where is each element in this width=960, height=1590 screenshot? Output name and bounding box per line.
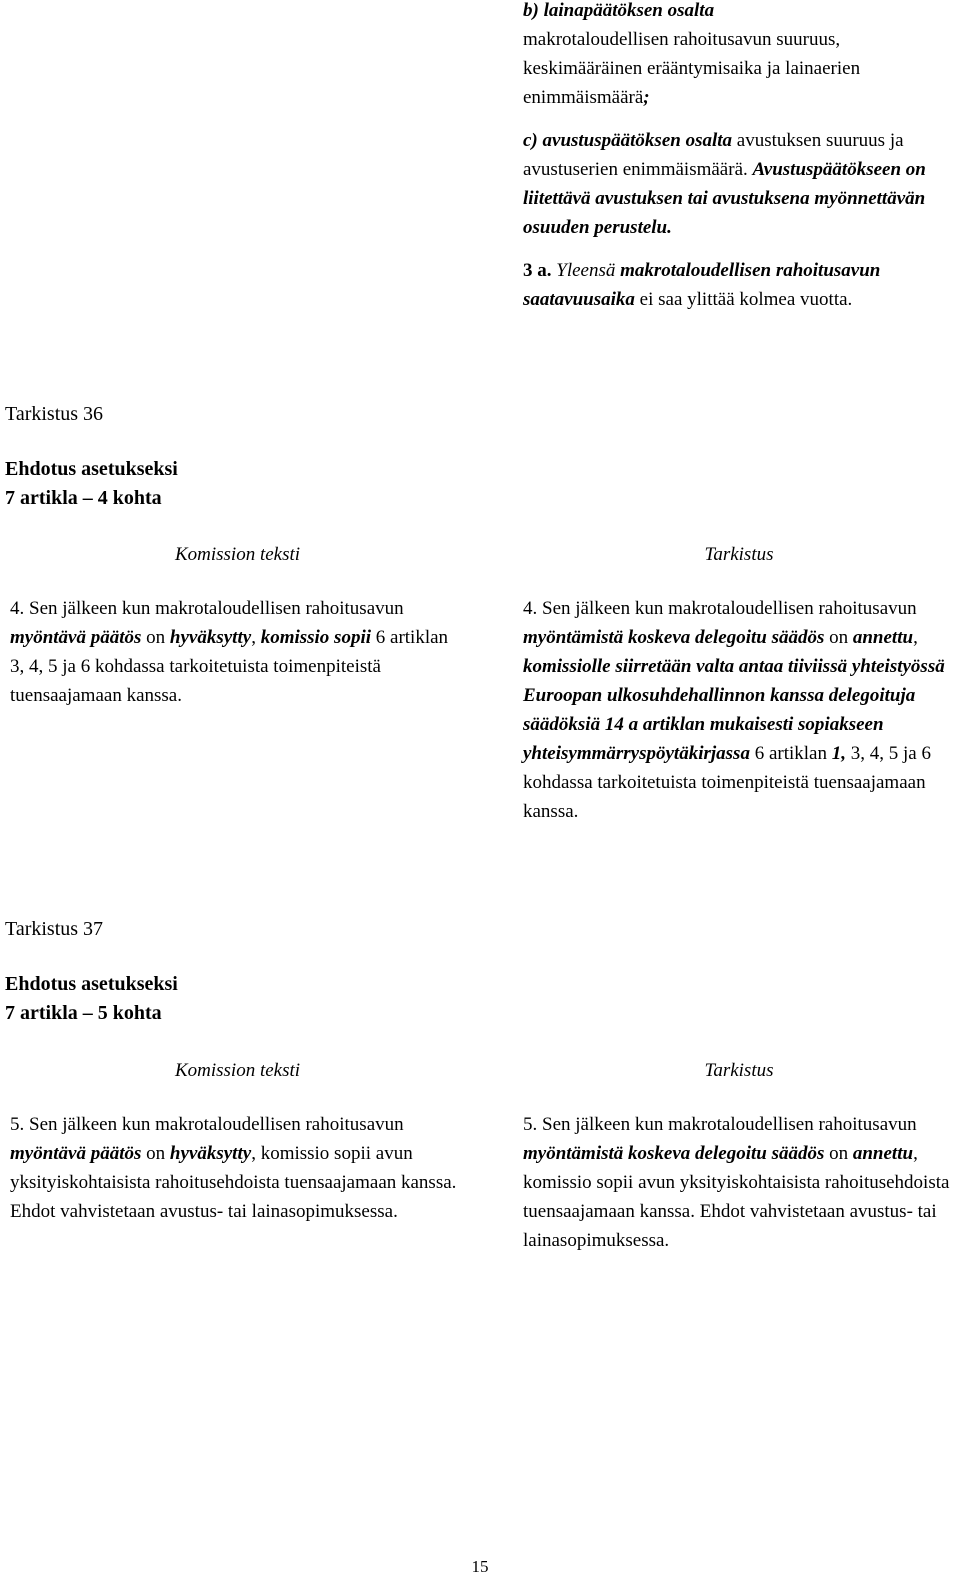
paragraph-b-text: makrotaloudellisen rahoitusavun suuruus, keskimääräinen erääntymisaika ja lainaerien enimmäismäärä <box>523 29 861 108</box>
paragraph-3a-rest: ei saa ylittää kolmea vuotta. <box>634 289 853 310</box>
text-run: on <box>824 627 853 648</box>
text-run-bold: komissiolle siirretään valta antaa tiiviissä yhteistyössä Euroopan ulkosuhdehallinnon kanssa delegoituja säädöksiä 14 a artiklan mukaisesti sopiakseen yhteisymmärryspöytäkirjassa <box>523 656 945 764</box>
paragraph-b-label: b) lainapäätöksen osalta <box>523 0 715 21</box>
amendment-37-title: Tarkistus 37 <box>5 918 104 940</box>
amendment-36-right-text <box>523 594 955 826</box>
text-run: 6 artiklan 3, 4, 5 ja 6 kohdassa tarkoitetuista toimenpiteistä tuensaajamaan kanssa. <box>10 627 449 706</box>
text-run: , komissio sopii avun yksityiskohtaisista rahoitusehdoista tuensaajamaan kanssa. Ehdot vahvistetaan avustus- tai lainasopimuksessa. <box>523 1143 950 1251</box>
text-run: , <box>251 627 261 648</box>
text-run-bold: komissio sopii <box>260 627 372 648</box>
paragraph-c-label: c) avustuspäätöksen osalta <box>523 130 733 151</box>
paragraph-3a-number: 3 a. <box>523 260 552 281</box>
text-run: on <box>141 627 170 648</box>
amendment-37-left-header: Komission teksti <box>174 1060 301 1081</box>
amendment-37-left-text <box>10 1110 465 1226</box>
amendment-37-article: 7 artikla – 5 kohta <box>5 1002 162 1024</box>
text-run: 3, 4, 5 ja 6 kohdassa tarkoitetuista toimenpiteistä tuensaajamaan kanssa. <box>523 743 931 822</box>
top-continuation <box>523 0 955 314</box>
paragraph-b <box>523 0 955 112</box>
paragraph-3a-bold: makrotaloudellisen rahoitusavun saatavuusaika <box>523 260 881 310</box>
paragraph-c-bold: Avustuspäätökseen on liitettävä avustuksen tai avustuksena myönnettävän osuuden perustelu. <box>523 159 926 238</box>
text-run-bold: annettu <box>852 627 914 648</box>
text-run: 5. Sen jälkeen kun makrotaloudellisen rahoitusavun <box>10 1114 404 1135</box>
amendment-36-left-header: Komission teksti <box>174 544 301 565</box>
page-number: 15 <box>471 1557 489 1576</box>
amendment-37-proposal: Ehdotus asetukseksi <box>5 973 178 995</box>
text-run-bold: hyväksytty <box>169 627 252 648</box>
amendment-36-right-header: Tarkistus <box>704 544 774 565</box>
paragraph-3a <box>523 256 955 314</box>
text-run-bold: myöntävä päätös <box>10 1143 142 1164</box>
amendment-36-title: Tarkistus 36 <box>5 403 104 425</box>
paragraph-3a-italic: Yleensä <box>551 260 621 281</box>
amendment-36-proposal: Ehdotus asetukseksi <box>5 458 178 480</box>
amendment-37-right-header: Tarkistus <box>704 1060 774 1081</box>
text-run-bold: 1, <box>831 743 846 764</box>
text-run-bold: myöntämistä koskeva delegoitu säädös <box>523 1143 825 1164</box>
amendment-36-left-text <box>10 594 465 710</box>
text-run: 5. Sen jälkeen kun makrotaloudellisen rahoitusavun <box>523 1114 917 1135</box>
text-run: , komissio sopii avun yksityiskohtaisista rahoitusehdoista tuensaajamaan kanssa. Ehdot vahvistetaan avustus- tai lainasopimuksessa. <box>10 1143 457 1222</box>
paragraph-c-text: avustuksen suuruus ja avustuserien enimmäismäärä. <box>523 130 904 180</box>
text-run: on <box>824 1143 853 1164</box>
text-run-bold: annettu <box>852 1143 914 1164</box>
text-run: on <box>141 1143 170 1164</box>
text-run: , <box>913 627 918 648</box>
text-run-bold: myöntämistä koskeva delegoitu säädös <box>523 627 825 648</box>
paragraph-c <box>523 126 955 242</box>
amendment-36-article: 7 artikla – 4 kohta <box>5 487 162 509</box>
text-run-bold: myöntävä päätös <box>10 627 142 648</box>
text-run-bold: hyväksytty <box>169 1143 252 1164</box>
amendment-37-right-text <box>523 1110 955 1255</box>
text-run: 4. Sen jälkeen kun makrotaloudellisen rahoitusavun <box>10 598 404 619</box>
text-run: 6 artiklan <box>749 743 832 764</box>
paragraph-b-end: ; <box>643 87 650 108</box>
text-run: 4. Sen jälkeen kun makrotaloudellisen rahoitusavun <box>523 598 917 619</box>
